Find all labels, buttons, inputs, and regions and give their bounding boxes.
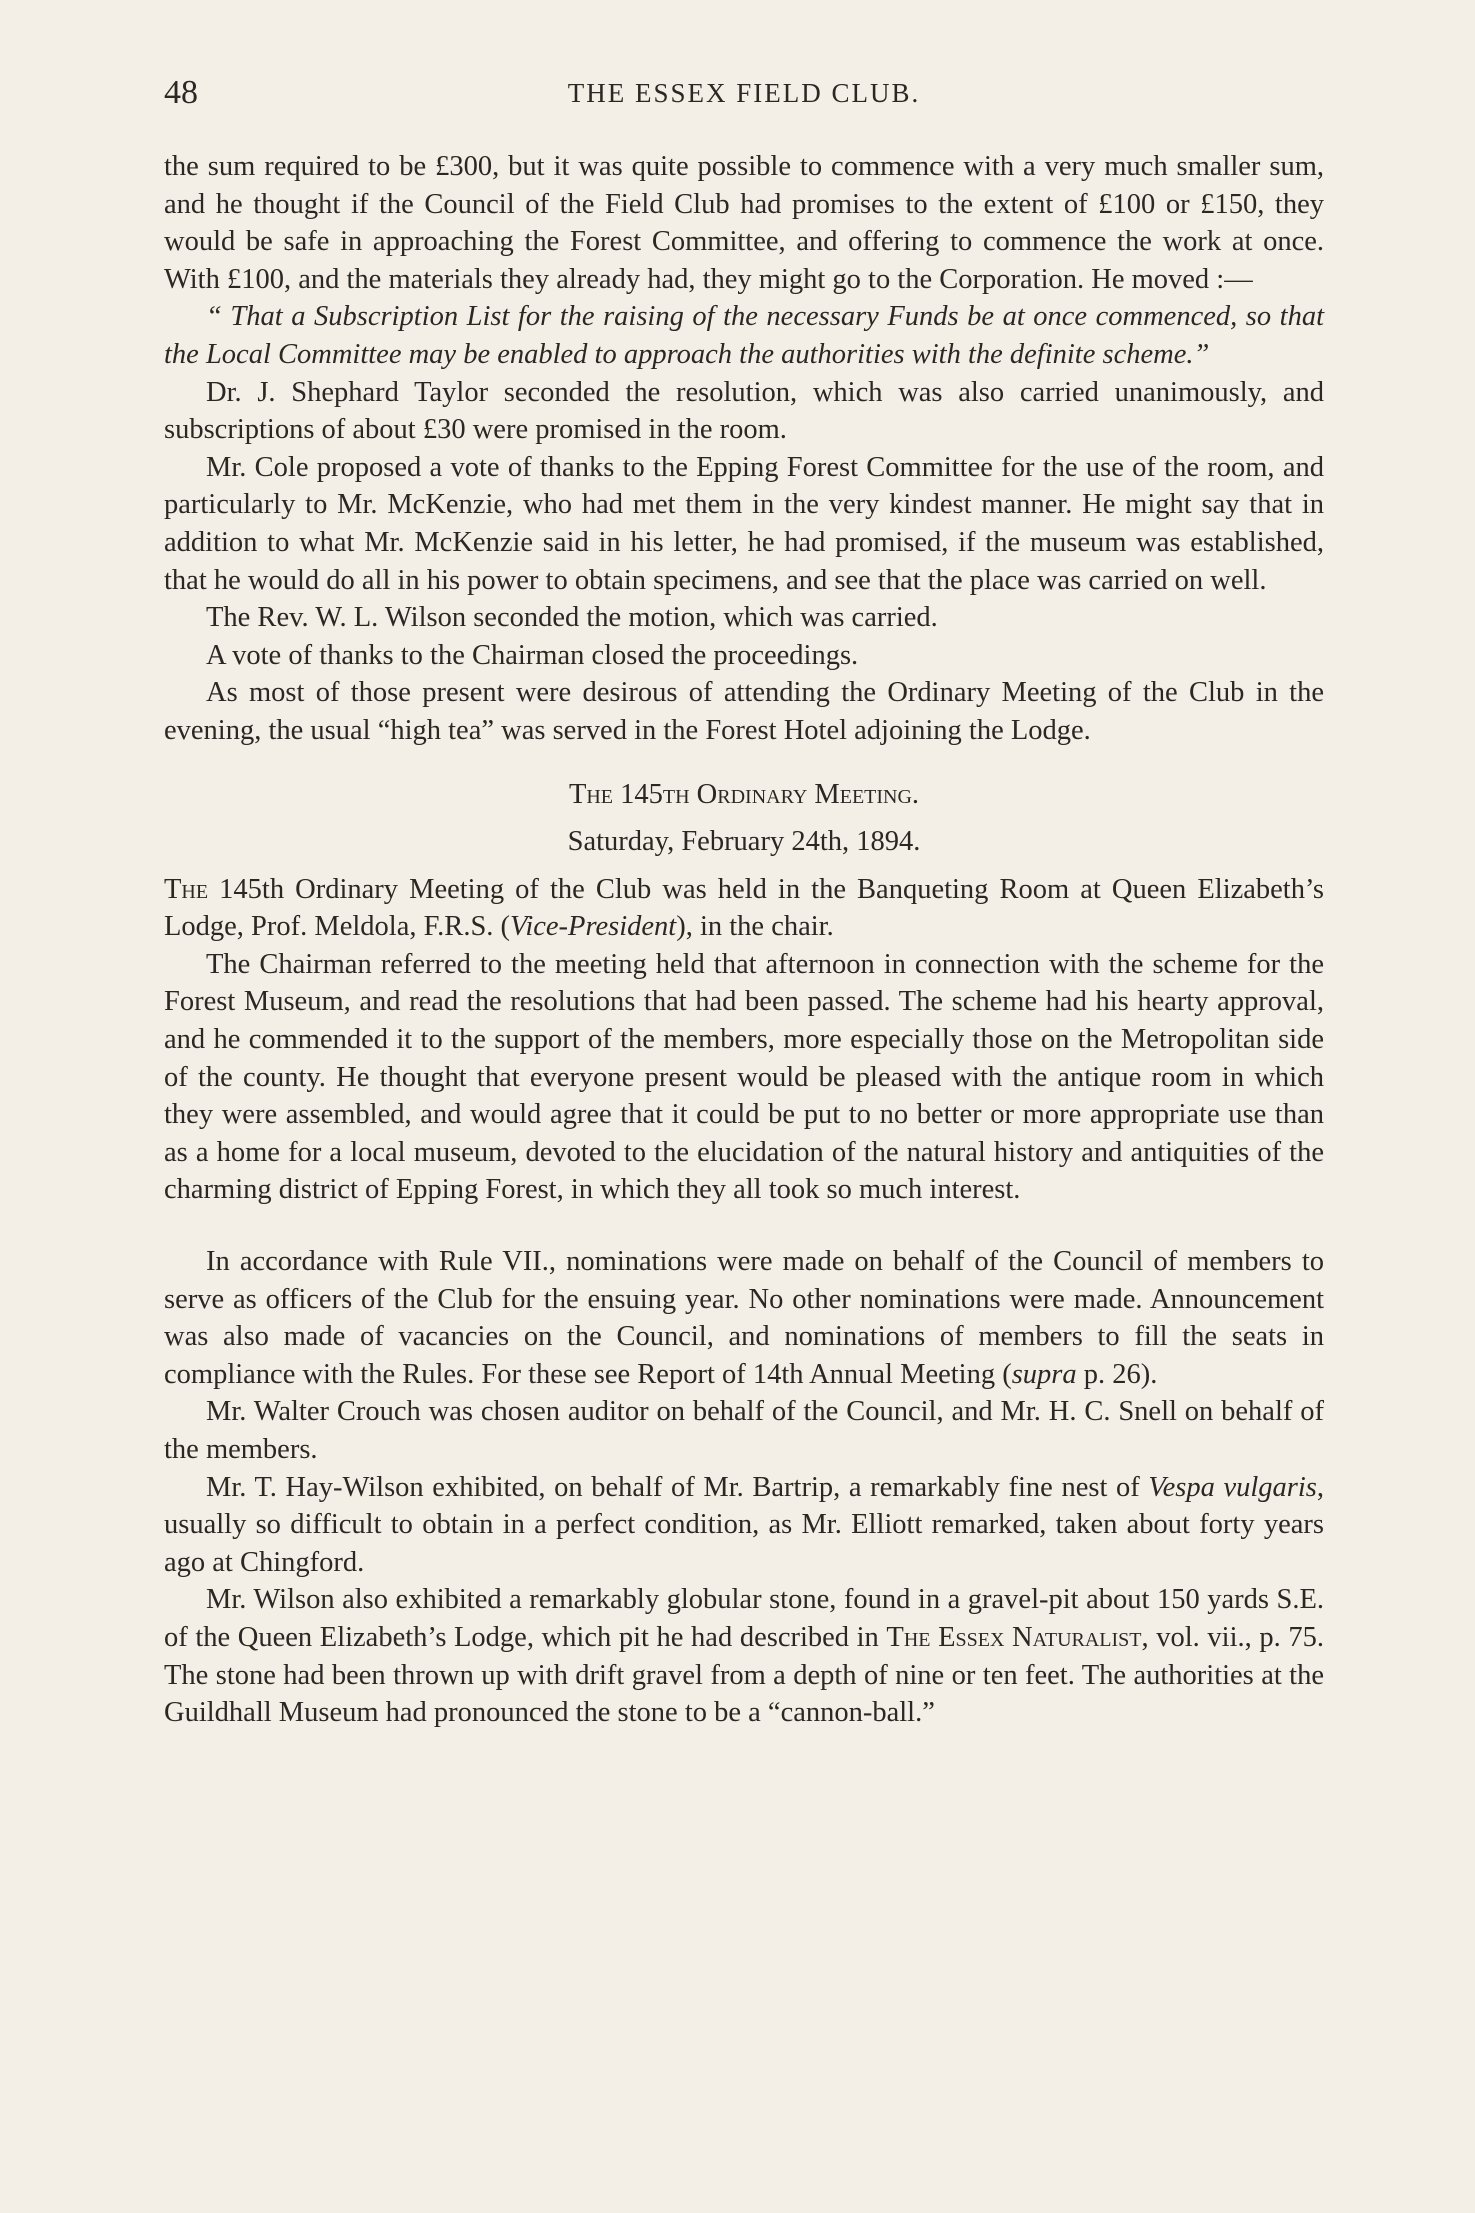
- paragraph-text: Mr. T. Hay-Wilson exhibited, on behalf of Mr. Bartrip, a remarkably fine nest of: [206, 1471, 1149, 1503]
- paragraph-text: , usually so difficult to obtain in a perfect condition, as Mr. Elliott remarked, taken about forty years ago at Chingford.: [164, 1471, 1324, 1578]
- section-spacer: [164, 1209, 1324, 1243]
- page-number: 48: [164, 74, 198, 111]
- section-spacer: [164, 861, 1324, 871]
- paragraph-meeting-opening: [164, 871, 1324, 946]
- paragraph-text: In accordance with Rule VII., nominations were made on behalf of the Council of members to serve as officers of the Club for the ensuing year. No other nominations were made. Announcement was also made of vacancies on the Council, and nominations of members to fill the seats in compliance with the Rules. For these see Report of 14th Annual Meeting (: [164, 1246, 1324, 1390]
- paragraph-text: ), in the chair.: [676, 911, 834, 943]
- page-header: [164, 74, 1324, 118]
- journal-title: The Essex Naturalist: [886, 1621, 1142, 1653]
- paragraph-seconded: Dr. J. Shephard Taylor seconded the resolution, which was also carried unanimously, and subscriptions of about £30 were promised in the room.: [164, 376, 1324, 446]
- meeting-date: Saturday, February 24th, 1894.: [567, 826, 921, 858]
- paragraph-auditors: Mr. Walter Crouch was chosen auditor on behalf of the Council, and Mr. H. C. Snell on behalf of the members.: [164, 1396, 1324, 1465]
- body-text: [164, 148, 1324, 1732]
- section-spacer: [164, 750, 1324, 776]
- paragraph-thanks-chairman: A vote of thanks to the Chairman closed the proceedings.: [206, 639, 859, 671]
- paragraph-text: 145th Ordinary Meeting of the Club was held in the Banqueting Room at Queen Elizabeth’s Lodge, Prof. Meldola, F.R.S. (: [164, 873, 1324, 943]
- paragraph-globular-stone: [164, 1581, 1324, 1731]
- italic-text: Vespa vulgaris: [1148, 1471, 1317, 1503]
- section-spacer: [164, 813, 1324, 823]
- paragraph-text: , vol. vii., p. 75. The stone had been thrown up with drift gravel from a depth of nine or ten feet. The authorities at the Guildhall Museum had pronounced the stone to be a “cannon-ball.”: [164, 1621, 1324, 1729]
- paragraph-high-tea: As most of those present were desirous of attending the Ordinary Meeting of the Club in the evening, the usual “high tea” was served in the Forest Hotel adjoining the Lodge.: [164, 677, 1324, 746]
- motion-text: “ That a Subscription List for the raising of the necessary Funds be at once commenced, so that the Local Committee may be enabled to approach the authorities with the definite scheme.”: [164, 301, 1324, 370]
- paragraph-vote-of-thanks-forest-committee: Mr. Cole proposed a vote of thanks to the Epping Forest Committee for the use of the room, and particularly to Mr. McKenzie, who had met them in the very kindest manner. He might say that in addition to what Mr. McKenzie said in his letter, he had promised, if the museum was established, that he would do all in his power to obtain specimens, and see that the place was carried on well.: [164, 451, 1324, 596]
- paragraph-text: p. 26).: [1076, 1358, 1158, 1390]
- italic-text: Vice-President: [510, 911, 677, 943]
- paragraph-text: Mr. Wilson also exhibited a remarkably globular stone, found in a gravel-pit about 150 yards S.E. of the Queen Elizabeth’s Lodge, which pit he had described in: [164, 1584, 1324, 1653]
- section-heading: The 145th Ordinary Meeting.: [568, 778, 920, 810]
- running-title: THE ESSEX FIELD CLUB.: [567, 78, 921, 108]
- paragraph-nominations: [164, 1243, 1324, 1393]
- italic-text: supra: [1011, 1358, 1077, 1390]
- paragraph-wasp-nest: [164, 1469, 1324, 1582]
- paragraph-chairman-remarks: The Chairman referred to the meeting held that afternoon in connection with the scheme for the Forest Museum, and read the resolutions that had been passed. The scheme had his hearty approval, and he commended it to the support of the members, more especially those on the Metropolitan side of the county. He thought that everyone present would be pleased with the antique room in which they were assembled, and would agree that it could be put to no better or more appropriate use than as a home for a local museum, devoted to the elucidation of the natural history and antiquities of the charming district of Epping Forest, in which they all took so much interest.: [164, 948, 1324, 1206]
- paragraph-wilson-seconded: The Rev. W. L. Wilson seconded the motion, which was carried.: [206, 602, 938, 634]
- paragraph-subscription-proposal: the sum required to be £300, but it was quite possible to commence with a very much smaller sum, and he thought if the Council of the Field Club had promises to the extent of £100 or £150, they would be safe in approaching the Forest Committee, and offering to commence the work at once. With £100, and the materials they already had, they might go to the Corporation. He moved :—: [164, 151, 1324, 295]
- lead-word: The: [164, 873, 209, 905]
